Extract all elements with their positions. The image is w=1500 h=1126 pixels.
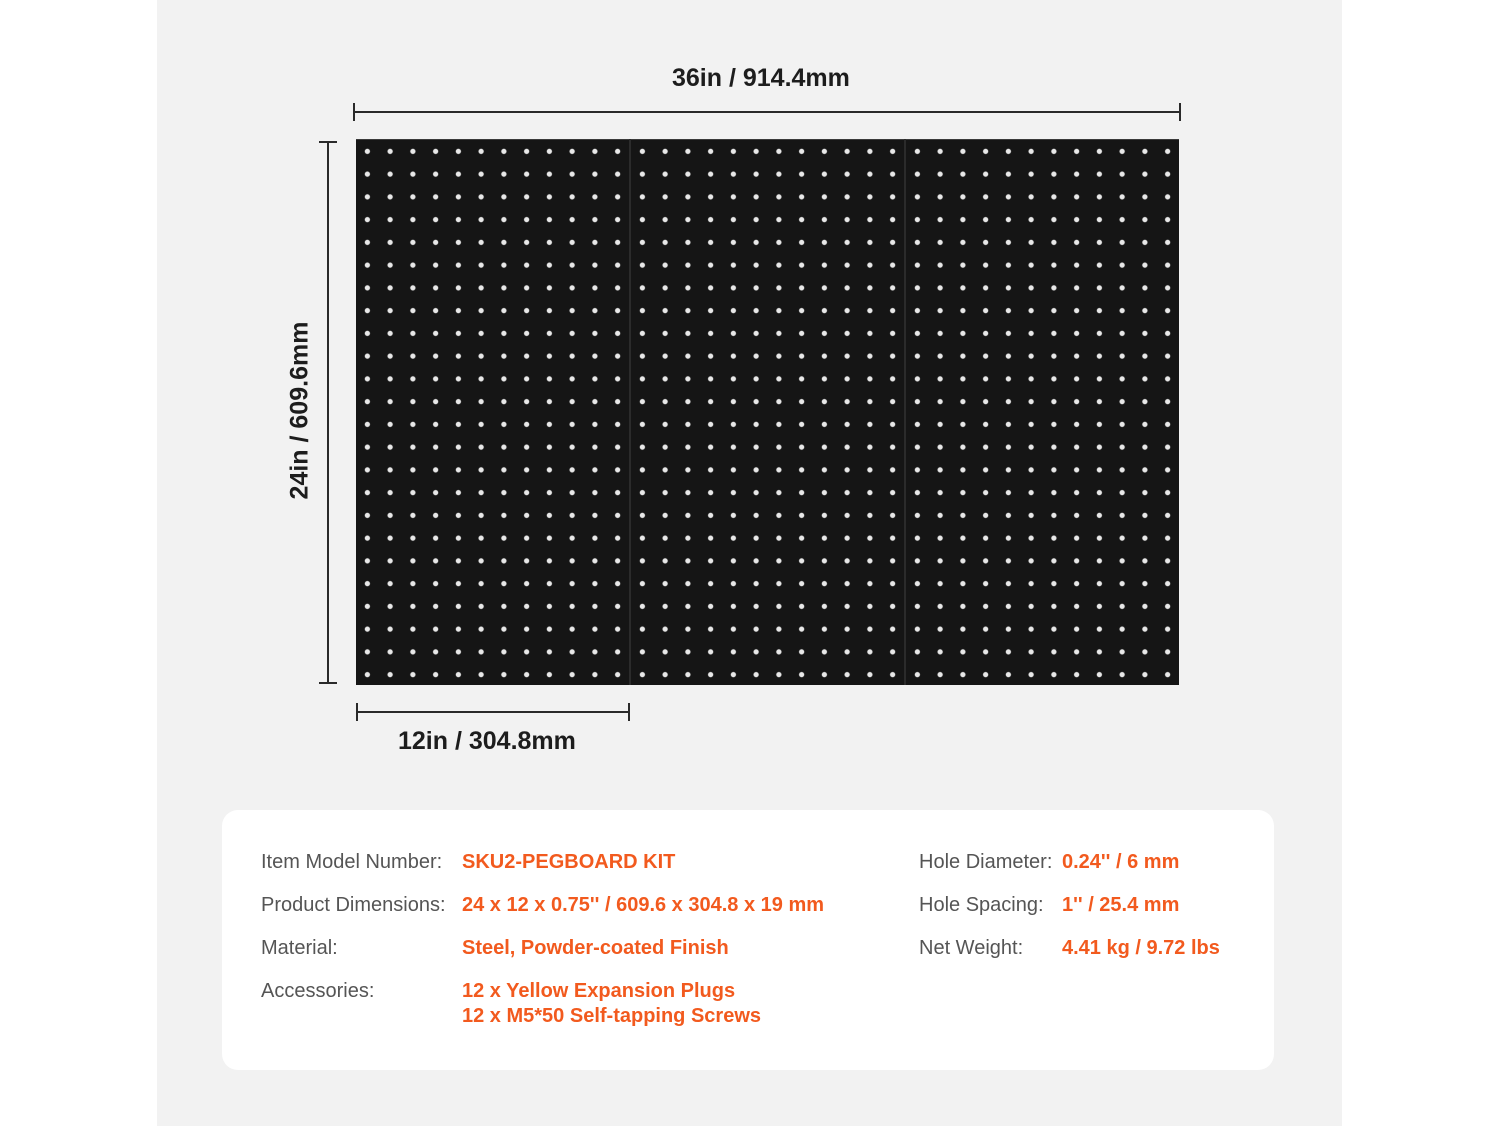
spec-label-product-dimensions: Product Dimensions: — [261, 894, 446, 916]
spec-label-hole-diameter: Hole Diameter: — [919, 851, 1053, 873]
height-dimension-tick-bottom — [319, 682, 337, 684]
panel-seam — [904, 139, 906, 685]
spec-value-hole-diameter: 0.24'' / 6 mm — [1062, 851, 1180, 873]
spec-value-material: Steel, Powder-coated Finish — [462, 937, 729, 959]
panel-width-dimension-tick-left — [356, 703, 358, 721]
width-dimension-line — [353, 111, 1181, 113]
spec-value-net-weight: 4.41 kg / 9.72 lbs — [1062, 937, 1220, 959]
panel-width-dimension-label: 12in / 304.8mm — [398, 727, 576, 755]
spec-value-accessories-plugs: 12 x Yellow Expansion Plugs — [462, 980, 736, 1002]
spec-label-hole-spacing: Hole Spacing: — [919, 894, 1044, 916]
panel-width-dimension-tick-right — [628, 703, 630, 721]
spec-value-accessories-screws: 12 x M5*50 Self-tapping Screws — [462, 1005, 762, 1027]
spec-label-accessories: Accessories: — [261, 980, 375, 1002]
spec-label-model-number: Item Model Number: — [261, 851, 443, 873]
width-dimension-label: 36in / 914.4mm — [672, 64, 850, 92]
spec-value-product-dimensions: 24 x 12 x 0.75'' / 609.6 x 304.8 x 19 mm — [462, 894, 825, 916]
height-dimension-label: 24in / 609.6mm — [285, 321, 314, 500]
spec-value-model-number: SKU2-PEGBOARD KIT — [462, 851, 676, 873]
width-dimension-tick-left — [353, 103, 355, 121]
width-dimension-tick-right — [1179, 103, 1181, 121]
pegboard-panel-3 — [906, 139, 1179, 685]
spec-value-hole-spacing: 1'' / 25.4 mm — [1062, 894, 1180, 916]
spec-label-net-weight: Net Weight: — [919, 937, 1024, 959]
panel-seam — [629, 139, 631, 685]
pegboard-panel-1 — [356, 139, 629, 685]
pegboard-panel-2 — [631, 139, 904, 685]
spec-label-material: Material: — [261, 937, 338, 959]
height-dimension-line — [327, 141, 329, 684]
height-dimension-tick-top — [319, 141, 337, 143]
panel-width-dimension-line — [356, 711, 630, 713]
